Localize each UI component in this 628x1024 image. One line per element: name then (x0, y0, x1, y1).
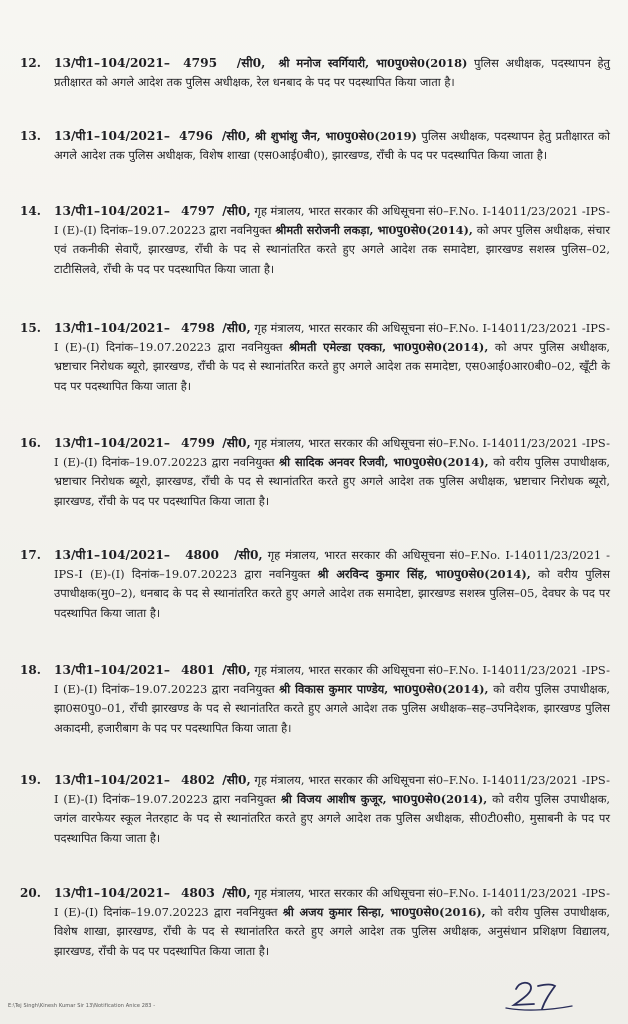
ref-dept: /सी0, (222, 436, 251, 450)
ref-number: 13/पी1–104/2021– (54, 204, 170, 218)
ref-dept: /सी0, (222, 204, 251, 218)
notification-lead: गृह मंत्रालय, भारत सरकार की अधिसूचना सं0–F.No. I-14011/23/2021 -IPS-I (E)-(I) दिनांक–19.07.20223 द्वारा नवनियुक्त (54, 886, 610, 920)
item-text (54, 546, 610, 623)
notification-lead: गृह मंत्रालय, भारत सरकार की अधिसूचना सं0–F.No. I-14011/23/2021 -IPS-I (E)-(I) दिनांक–19.07.20223 द्वारा नवनियुक्त (54, 548, 610, 582)
ref-code: 4797 (180, 204, 215, 218)
ref-number: 13/पी1–104/2021– (54, 321, 170, 335)
item-number: 12. (20, 56, 41, 70)
notification-lead: गृह मंत्रालय, भारत सरकार की अधिसूचना सं0–F.No. I-14011/23/2021 -IPS-I (E)-(I) दिनांक–19.07.20223 द्वारा नवनियुक्त (54, 436, 610, 470)
item-text (54, 319, 610, 396)
item-number: 20. (20, 886, 41, 900)
item-number: 15. (20, 321, 41, 335)
footer-file-path: E:\Tej Singh\Kinesh Kumar Sir 13\Notification Anice 283 - (8, 1003, 156, 1009)
item-number: 17. (20, 548, 41, 562)
ref-number: 13/पी1–104/2021– (54, 436, 170, 450)
order-body: पुलिस अधीक्षक, पदस्थापन हेतु प्रतीक्षारत को अगले आदेश तक पुलिस अधीक्षक, विशेष शाखा (एस0आई0बी0), झारखण्ड, राँची के पद पर पदस्थापित किया जाता है। (54, 129, 610, 163)
ref-code: 4799 (180, 436, 215, 450)
ref-dept: /सी0, (236, 56, 266, 70)
order-body: को वरीय पुलिस उपाधीक्षक, जगंल वारफेयर स्कूल नेतरहाट के पद से स्थानांतरित करते हुए अगले आदेश तक पुलिस अधीक्षक, सी0टी0सी0, मुसाबनी के पद पर पदस्थापित किया जाता है। (54, 792, 611, 845)
ref-number: 13/पी1–104/2021– (54, 129, 170, 143)
item-text (54, 884, 610, 961)
officer-name: श्री सादिक अनवर रिजवी, भा0पु0से0(2014), (279, 455, 489, 470)
item-number: 19. (20, 773, 41, 787)
officer-name: श्री शुभांशु जैन, भा0पु0से0(2019) (254, 129, 417, 143)
ref-dept: /सी0, (221, 129, 251, 143)
item-number: 14. (20, 204, 41, 218)
ref-code: 4801 (180, 663, 215, 677)
order-body: पुलिस अधीक्षक, पदस्थापन हेतु प्रतीक्षारत को अगले आदेश तक पुलिस अधीक्षक, रेल धनबाद के पद पर पदस्थापित किया जाता है। (54, 56, 611, 90)
officer-name: श्रीमती सरोजनी लकड़ा, भा0पु0से0(2014), (275, 223, 473, 238)
ref-code: 4803 (180, 886, 215, 900)
ref-number: 13/पी1–104/2021– (54, 773, 170, 787)
ref-code: 4795 (183, 56, 218, 70)
officer-name: श्री अजय कुमार सिन्हा, भा0पु0से0(2016), (282, 905, 486, 920)
ref-dept: /सी0, (222, 663, 251, 677)
order-body: को वरीय पुलिस उपाधीक्षक, विशेष शाखा, झारखण्ड, राँची के पद से स्थानांतरित करते हुए अगले आदेश तक पुलिस अधीक्षक, अनुसंधान प्रशिक्षण विद्यालय, झारखण्ड, राँची के पद पर पदस्थापित किया जाता है। (54, 905, 611, 958)
order-body: को वरीय पुलिस उपाधीक्षक, भ्रष्टाचार निरोधक ब्यूरो, झारखण्ड, राँची के पद से स्थानांतरित करते हुए अगले आदेश तक पुलिस अधीक्षक, भ्रष्टाचार निरोधक ब्यूरो, झारखण्ड, राँची के पद पर पदस्थापित किया जाता है। (54, 455, 611, 508)
ref-number: 13/पी1–104/2021– (54, 886, 170, 900)
ref-dept: /सी0, (234, 548, 263, 562)
item-number: 16. (20, 436, 41, 450)
item-text (54, 127, 610, 165)
ref-code: 4800 (185, 548, 219, 562)
item-number: 18. (20, 663, 41, 677)
officer-name: श्री विजय आशीष कुजूर, भा0पु0से0(2014), (280, 792, 488, 807)
item-text (54, 771, 610, 848)
order-body: को वरीय पुलिस उपाधीक्षक(मु0–2), धनबाद के पद से स्थानांतरित करते हुए अगले आदेश तक समादेष्टा, झारखण्ड सशस्त्र पुलिस–05, देवघर के पद पर पदस्थापित किया जाता है। (54, 567, 610, 620)
notification-lead: गृह मंत्रालय, भारत सरकार की अधिसूचना सं0–F.No. I-14011/23/2021 -IPS-I (E)-(I) दिनांक–19.07.20223 द्वारा नवनियुक्त (54, 773, 610, 807)
officer-name: श्री विकास कुमार पाण्डेय, भा0पु0से0(2014), (279, 682, 489, 697)
item-text (54, 54, 610, 92)
ref-dept: /सी0, (222, 773, 251, 787)
ref-dept: /सी0, (222, 321, 251, 335)
ref-number: 13/पी1–104/2021– (54, 56, 170, 70)
item-number: 13. (20, 129, 41, 143)
item-text (54, 434, 610, 511)
notification-lead: गृह मंत्रालय, भारत सरकार की अधिसूचना सं0–F.No. I-14011/23/2021 -IPS-I (E)-(I) दिनांक–19.07.20223 द्वारा नवनियुक्त (54, 321, 610, 355)
item-text (54, 661, 610, 738)
ref-number: 13/पी1–104/2021– (54, 663, 170, 677)
handwritten-signature (500, 975, 580, 1013)
order-body: को वरीय पुलिस उपाधीक्षक, झा0स0पु0–01, राँची झारखण्ड के पद से स्थानांतरित करते हुए अगले आदेश तक पुलिस अधीक्षक–सह–उपनिदेशक, झारखण्ड पुलिस अकादमी, हजारीबाग के पद पर पदस्थापित किया जाता है। (54, 682, 611, 735)
officer-name: श्रीमती एमेल्डा एक्का, भा0पु0से0(2014), (289, 340, 489, 355)
notification-lead: गृह मंत्रालय, भारत सरकार की अधिसूचना सं0–F.No. I-14011/23/2021 -IPS-I (E)-(I) दिनांक–19.07.20223 द्वारा नवनियुक्त (54, 663, 610, 697)
notification-lead: गृह मंत्रालय, भारत सरकार की अधिसूचना सं0–F.No. I-14011/23/2021 -IPS-I (E)-(I) दिनांक–19.07.20223 द्वारा नवनियुक्त (54, 204, 610, 238)
ref-dept: /सी0, (222, 886, 251, 900)
item-text (54, 202, 610, 279)
order-body: को अपर पुलिस अधीक्षक, संचार एवं तकनीकी सेवाएँ, झारखण्ड, राँची के पद से स्थानांतरित करते हुए अगले आदेश तक समादेष्टा, झारखण्ड सशस्त्र पुलिस–02, टाटीसिलवे, राँची के पद पर पदस्थापित किया जाता है। (54, 223, 610, 276)
ref-code: 4798 (180, 321, 215, 335)
ref-code: 4802 (180, 773, 215, 787)
ref-number: 13/पी1–104/2021– (54, 548, 170, 562)
ref-code: 4796 (178, 129, 213, 143)
order-body: को अपर पुलिस अधीक्षक, भ्रष्टाचार निरोधक ब्यूरो, झारखण्ड, राँची के पद से स्थानांतरित करते हुए अगले आदेश तक समादेष्टा, एस0आई0आर0बी0–02, खूँटी के पद पर पदस्थापित किया जाता है। (54, 340, 610, 393)
officer-name: श्री मनोज स्वर्गियारी, भा0पु0से0(2018) (278, 56, 468, 70)
officer-name: श्री अरविन्द कुमार सिंह, भा0पु0से0(2014), (317, 567, 531, 582)
